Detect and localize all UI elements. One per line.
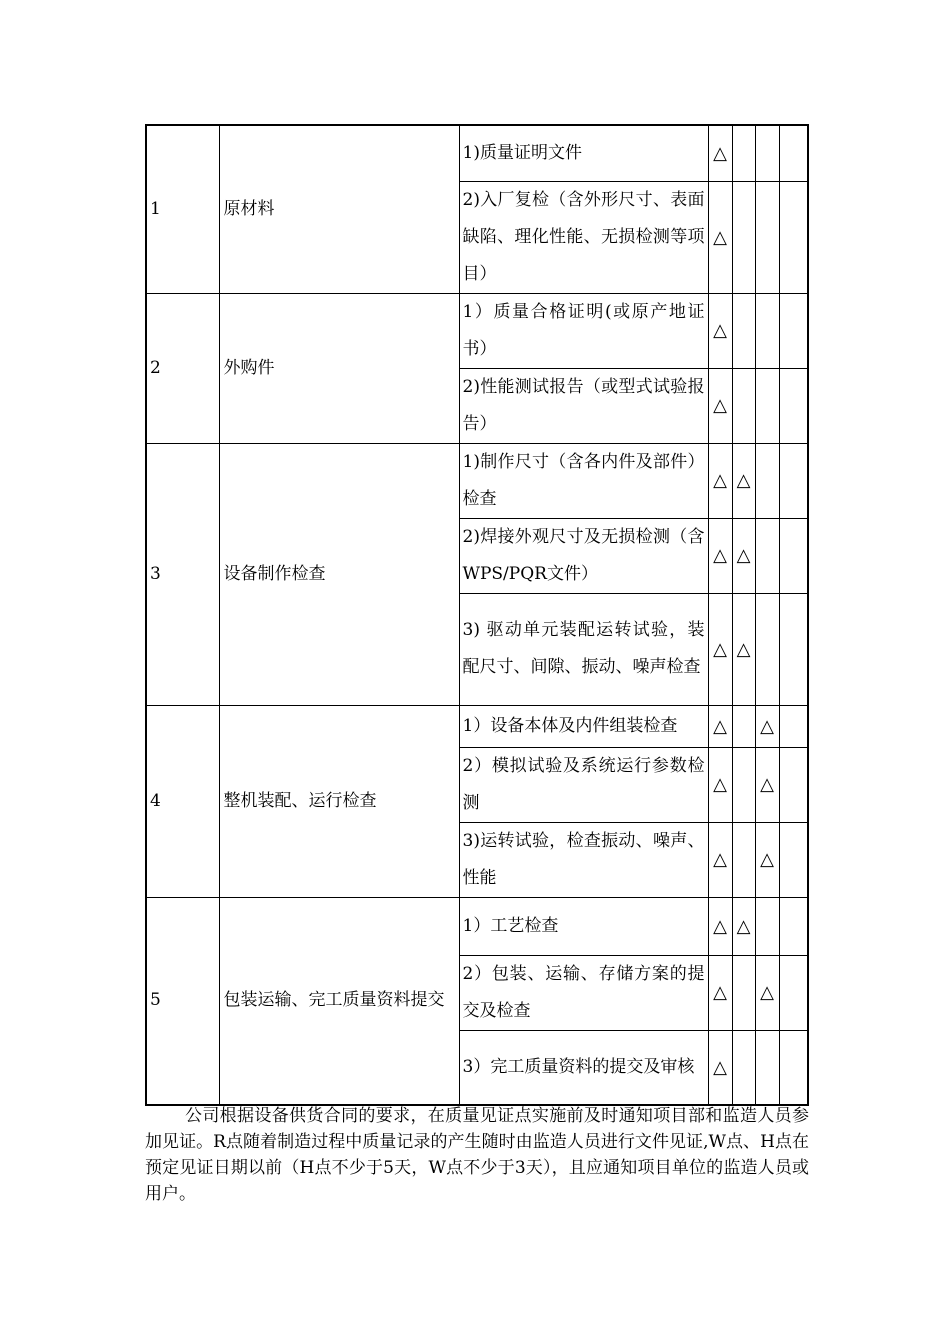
- witness-mark-cell: △: [708, 181, 732, 293]
- witness-mark-cell: [755, 518, 779, 593]
- table-row: [146, 897, 808, 955]
- witness-mark-cell: [779, 293, 808, 368]
- witness-mark-cell: △: [708, 822, 732, 897]
- witness-mark-cell: △: [708, 747, 732, 822]
- inspection-item: 2）包装、运输、存储方案的提交及检查: [459, 955, 708, 1030]
- category-cell: 设备制作检查: [219, 443, 459, 705]
- witness-mark-cell: [732, 368, 755, 443]
- table-row: [146, 125, 808, 181]
- witness-mark-cell: △: [732, 518, 755, 593]
- witness-mark-cell: △: [732, 443, 755, 518]
- category-cell: 包装运输、完工质量资料提交: [219, 897, 459, 1105]
- witness-mark-cell: [732, 293, 755, 368]
- witness-mark-cell: [732, 747, 755, 822]
- witness-mark-cell: [779, 1030, 808, 1105]
- inspection-item: 1）工艺检查: [459, 897, 708, 955]
- witness-mark-cell: [779, 897, 808, 955]
- inspection-item: 2)性能测试报告（或型式试验报告）: [459, 368, 708, 443]
- inspection-item: 2）模拟试验及系统运行参数检测: [459, 747, 708, 822]
- witness-mark-cell: △: [755, 705, 779, 747]
- category-cell: 原材料: [219, 125, 459, 293]
- witness-mark-cell: △: [732, 897, 755, 955]
- witness-mark-cell: △: [755, 747, 779, 822]
- witness-mark-cell: [732, 125, 755, 181]
- witness-mark-cell: [732, 181, 755, 293]
- witness-mark-cell: [779, 443, 808, 518]
- witness-mark-cell: [779, 955, 808, 1030]
- witness-mark-cell: [755, 125, 779, 181]
- witness-mark-cell: [732, 822, 755, 897]
- witness-mark-cell: [755, 368, 779, 443]
- row-number: 4: [146, 705, 219, 897]
- inspection-item: 1）质量合格证明(或原产地证书）: [459, 293, 708, 368]
- witness-mark-cell: [732, 955, 755, 1030]
- category-cell: 整机装配、运行检查: [219, 705, 459, 897]
- witness-mark-cell: [755, 443, 779, 518]
- inspection-item: 2)入厂复检（含外形尺寸、表面缺陷、理化性能、无损检测等项目）: [459, 181, 708, 293]
- category-cell: 外购件: [219, 293, 459, 443]
- witness-mark-cell: [755, 181, 779, 293]
- inspection-item: 3)运转试验，检查振动、噪声、性能: [459, 822, 708, 897]
- row-number: 1: [146, 125, 219, 293]
- witness-mark-cell: △: [732, 593, 755, 705]
- witness-mark-cell: △: [755, 822, 779, 897]
- witness-mark-cell: [779, 705, 808, 747]
- witness-mark-cell: [779, 822, 808, 897]
- witness-mark-cell: △: [708, 955, 732, 1030]
- witness-mark-cell: △: [708, 518, 732, 593]
- inspection-item: 1)制作尺寸（含各内件及部件）检查: [459, 443, 708, 518]
- witness-mark-cell: △: [708, 1030, 732, 1105]
- witness-mark-cell: [779, 747, 808, 822]
- witness-mark-cell: [779, 518, 808, 593]
- witness-mark-cell: △: [755, 955, 779, 1030]
- inspection-item: 2)焊接外观尺寸及无损检测（含WPS/PQR文件）: [459, 518, 708, 593]
- witness-mark-cell: [779, 125, 808, 181]
- witness-mark-cell: △: [708, 897, 732, 955]
- witness-mark-cell: [755, 897, 779, 955]
- witness-mark-cell: [755, 1030, 779, 1105]
- witness-mark-cell: △: [708, 705, 732, 747]
- inspection-item: 1）设备本体及内件组装检查: [459, 705, 708, 747]
- table-row: [146, 443, 808, 518]
- row-number: 3: [146, 443, 219, 705]
- witness-mark-cell: △: [708, 593, 732, 705]
- table-row: [146, 293, 808, 368]
- row-number: 2: [146, 293, 219, 443]
- notice-paragraph: 公司根据设备供货合同的要求，在质量见证点实施前及时通知项目部和监造人员参加见证。R点随着制造过程中质量记录的产生随时由监造人员进行文件见证,W点、H点在预定见证日期以前（H点不少于5天，W点不少于3天），且应通知项目单位的监造人员或用户。: [145, 1106, 809, 1204]
- witness-mark-cell: [732, 1030, 755, 1105]
- witness-mark-cell: △: [708, 368, 732, 443]
- witness-mark-cell: [732, 705, 755, 747]
- witness-mark-cell: △: [708, 443, 732, 518]
- witness-mark-cell: △: [708, 293, 732, 368]
- table-row: [146, 705, 808, 747]
- inspection-item: 3) 驱动单元装配运转试验，装配尺寸、间隙、振动、噪声检查: [459, 593, 708, 705]
- witness-mark-cell: [779, 181, 808, 293]
- witness-mark-cell: △: [708, 125, 732, 181]
- witness-mark-cell: [755, 293, 779, 368]
- row-number: 5: [146, 897, 219, 1105]
- inspection-table: [145, 124, 809, 1106]
- witness-mark-cell: [779, 368, 808, 443]
- inspection-item: 3）完工质量资料的提交及审核: [459, 1030, 708, 1105]
- witness-mark-cell: [779, 593, 808, 705]
- witness-mark-cell: [755, 593, 779, 705]
- inspection-item: 1)质量证明文件: [459, 125, 708, 181]
